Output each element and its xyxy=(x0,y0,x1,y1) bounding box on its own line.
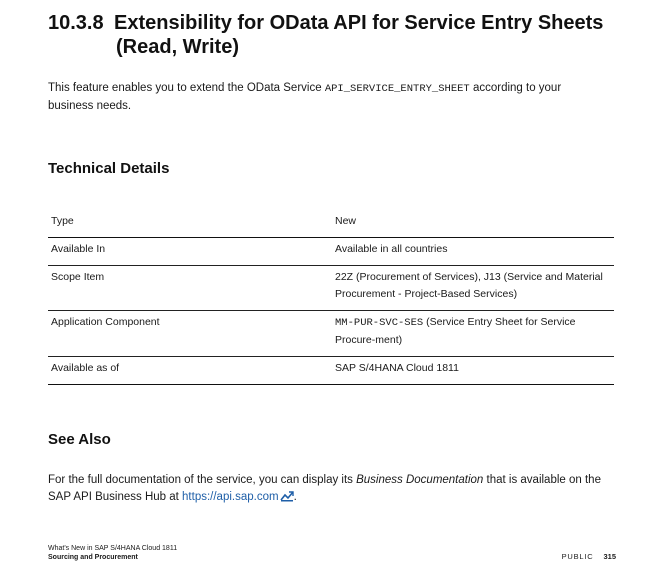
intro-text-before: This feature enables you to extend the OData Service xyxy=(48,82,325,94)
footer-section: Sourcing and Procurement xyxy=(48,554,138,561)
see-also-text-middle: that is available on the SAP API Business Hub at xyxy=(48,474,601,503)
footer-classification: PUBLIC xyxy=(561,552,594,561)
intro-paragraph xyxy=(48,80,608,115)
table-row xyxy=(48,311,614,357)
external-link-icon xyxy=(280,491,294,508)
see-also-heading: See Also xyxy=(48,431,111,448)
row-key: Application Component xyxy=(48,311,332,357)
section-title-line2: (Read, Write) xyxy=(116,36,239,58)
technical-details-table xyxy=(48,210,614,385)
row-key: Scope Item xyxy=(48,266,332,311)
see-also-text-before: For the full documentation of the service, you can display its xyxy=(48,474,357,486)
see-also-text-after: . xyxy=(293,491,297,503)
technical-details-heading: Technical Details xyxy=(48,160,170,177)
api-hub-link-text[interactable]: https://api.sap.com xyxy=(182,491,279,503)
row-key: Available as of xyxy=(48,357,332,385)
table-row xyxy=(48,266,614,311)
footer-doc-title: What's New in SAP S/4HANA Cloud 1811 xyxy=(48,545,178,552)
intro-text-after: according to your business needs. xyxy=(48,82,562,112)
table-row xyxy=(48,238,614,266)
service-name: API_SERVICE_ENTRY_SHEET xyxy=(324,83,470,95)
component-description: (Service Entry Sheet for Service Procure-ment) xyxy=(335,316,576,346)
row-value: SAP S/4HANA Cloud 1811 xyxy=(332,357,614,385)
api-hub-link[interactable] xyxy=(182,491,294,503)
row-key: Available In xyxy=(48,238,332,266)
row-value xyxy=(332,311,614,357)
section-number: 10.3.8 xyxy=(48,12,104,34)
row-value: New xyxy=(332,210,614,238)
page-number: 315 xyxy=(603,552,616,561)
row-key: Type xyxy=(48,210,332,238)
section-title-line1: Extensibility for OData API for Service Entry Sheets xyxy=(114,12,604,34)
row-value: Available in all countries xyxy=(332,238,614,266)
row-value: 22Z (Procurement of Services), J13 (Service and Material Procurement - Project-Based Services) xyxy=(332,266,614,311)
component-code: MM-PUR-SVC-SES xyxy=(335,317,424,329)
table-row xyxy=(48,357,614,385)
footer-right xyxy=(520,552,616,561)
footer-left xyxy=(48,544,177,562)
section-heading xyxy=(48,11,628,59)
table-row xyxy=(48,210,614,238)
business-documentation-text: Business Documentation xyxy=(356,474,484,486)
see-also-paragraph xyxy=(48,472,608,508)
